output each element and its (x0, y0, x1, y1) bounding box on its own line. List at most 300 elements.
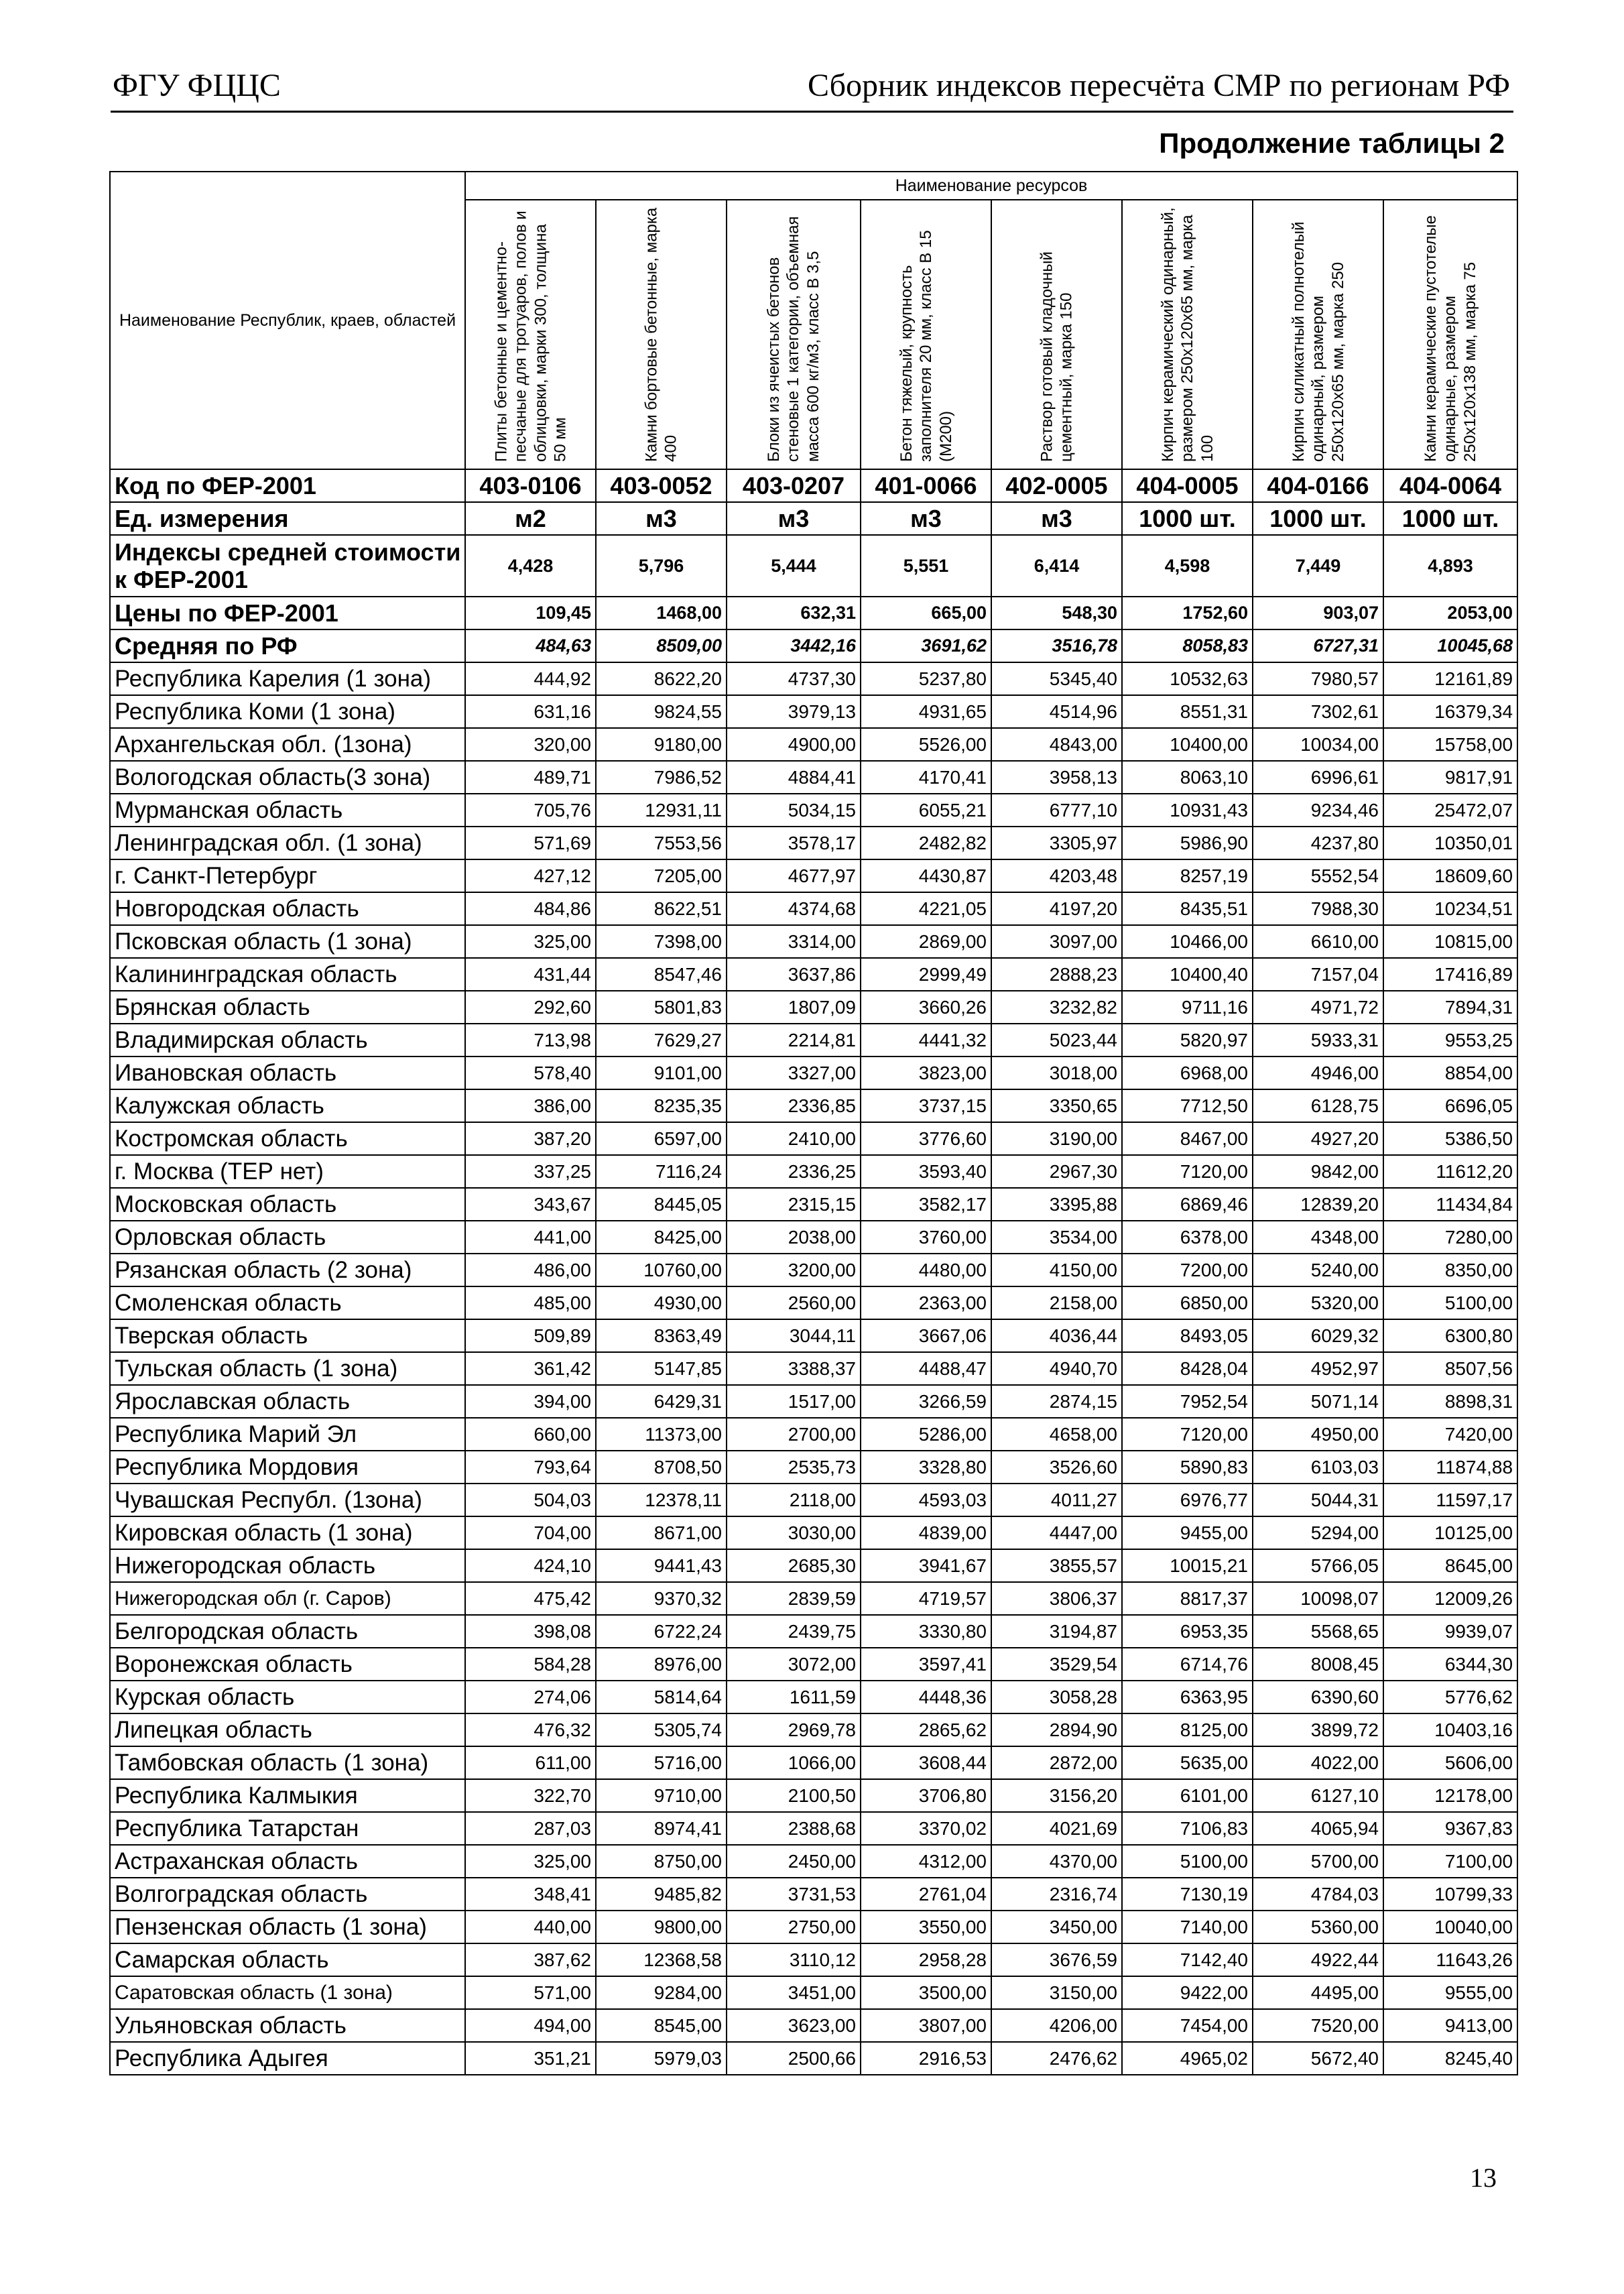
region-name: Московская область (110, 1188, 465, 1221)
price-cell: 7120,00 (1122, 1418, 1253, 1451)
unit-row-value: 1000 шт. (1122, 502, 1253, 535)
unit-row-value: м3 (727, 502, 861, 535)
price-cell: 6722,24 (596, 1615, 727, 1648)
price-cell: 2700,00 (727, 1418, 861, 1451)
price-cell: 3667,06 (861, 1319, 991, 1352)
price-cell: 2916,53 (861, 2042, 991, 2075)
price-cell: 4348,00 (1253, 1221, 1383, 1254)
price-cell: 704,00 (465, 1516, 596, 1549)
price-cell: 8708,50 (596, 1451, 727, 1484)
price-cell: 2999,49 (861, 958, 991, 991)
table-row (110, 1648, 1517, 1681)
price-cell: 7140,00 (1122, 1911, 1253, 1943)
price-cell: 10125,00 (1383, 1516, 1517, 1549)
price-cell: 6103,03 (1253, 1451, 1383, 1484)
price-cell: 6300,80 (1383, 1319, 1517, 1352)
price-cell: 9485,82 (596, 1878, 727, 1911)
table-row (110, 1681, 1517, 1713)
price-cell: 3958,13 (991, 761, 1122, 794)
price-cell: 2865,62 (861, 1713, 991, 1746)
price-cell: 11597,17 (1383, 1484, 1517, 1516)
price-cell: 713,98 (465, 1024, 596, 1057)
resource-header-cell (465, 200, 596, 469)
price-cell: 274,06 (465, 1681, 596, 1713)
price-cell: 7454,00 (1122, 2009, 1253, 2042)
price-cell: 4170,41 (861, 761, 991, 794)
price-cell: 705,76 (465, 794, 596, 827)
region-name: Кировская область (1 зона) (110, 1516, 465, 1549)
table-row (110, 2042, 1517, 2075)
price-cell: 3232,82 (991, 991, 1122, 1024)
resource-name: Камни бортовые бетонные, марка 400 (642, 207, 680, 462)
region-name: Костромская область (110, 1122, 465, 1155)
average-cost-index-row-value: 4,428 (465, 535, 596, 597)
price-cell: 2685,30 (727, 1549, 861, 1582)
fer-code-row-value: 403-0207 (727, 469, 861, 502)
price-cell: 5766,05 (1253, 1549, 1383, 1582)
table-row (110, 1024, 1517, 1057)
table-row (110, 1057, 1517, 1089)
organization-name: ФГУ ФЦЦС (113, 68, 281, 103)
price-cell: 4719,57 (861, 1582, 991, 1615)
price-cell: 8854,00 (1383, 1057, 1517, 1089)
price-cell: 4952,97 (1253, 1352, 1383, 1385)
price-cell: 12368,58 (596, 1943, 727, 1976)
price-cell: 3550,00 (861, 1911, 991, 1943)
price-cell: 5820,97 (1122, 1024, 1253, 1057)
price-cell: 3388,37 (727, 1352, 861, 1385)
price-cell: 5023,44 (991, 1024, 1122, 1057)
price-cell: 8671,00 (596, 1516, 727, 1549)
resource-header-cell (1122, 200, 1253, 469)
price-cell: 9441,43 (596, 1549, 727, 1582)
price-cell: 3451,00 (727, 1976, 861, 2009)
price-cell: 5100,00 (1122, 1845, 1253, 1878)
fer-price-row-label: Цены по ФЕР-2001 (110, 597, 465, 629)
price-cell: 2336,25 (727, 1155, 861, 1188)
price-cell: 571,69 (465, 827, 596, 859)
price-cell: 4370,00 (991, 1845, 1122, 1878)
price-cell: 4900,00 (727, 728, 861, 761)
average-cost-index-row-value: 5,444 (727, 535, 861, 597)
resource-name: Кирпич силикатный полнотелый одинарный, размером 250х120х65 мм, марка 250 (1289, 221, 1347, 462)
price-cell: 3706,80 (861, 1779, 991, 1812)
price-cell: 3190,00 (991, 1122, 1122, 1155)
price-cell: 3593,40 (861, 1155, 991, 1188)
region-name: Псковская область (1 зона) (110, 925, 465, 958)
price-cell: 631,16 (465, 695, 596, 728)
unit-row-value: м3 (991, 502, 1122, 535)
price-cell: 584,28 (465, 1648, 596, 1681)
price-cell: 9553,25 (1383, 1024, 1517, 1057)
price-cell: 8817,37 (1122, 1582, 1253, 1615)
price-cell: 9370,32 (596, 1582, 727, 1615)
price-cell: 8445,05 (596, 1188, 727, 1221)
price-cell: 3855,57 (991, 1549, 1122, 1582)
price-cell: 3072,00 (727, 1648, 861, 1681)
region-name: Республика Мордовия (110, 1451, 465, 1484)
price-cell: 10403,16 (1383, 1713, 1517, 1746)
resource-header-cell (596, 200, 727, 469)
price-cell: 611,00 (465, 1746, 596, 1779)
price-cell: 4022,00 (1253, 1746, 1383, 1779)
price-cell: 6610,00 (1253, 925, 1383, 958)
price-cell: 10350,01 (1383, 827, 1517, 859)
price-cell: 431,44 (465, 958, 596, 991)
price-cell: 4065,94 (1253, 1812, 1383, 1845)
price-cell: 2316,74 (991, 1878, 1122, 1911)
price-cell: 348,41 (465, 1878, 596, 1911)
region-name: Тамбовская область (1 зона) (110, 1746, 465, 1779)
average-cost-index-row (110, 535, 1517, 597)
price-cell: 4480,00 (861, 1254, 991, 1286)
price-cell: 3823,00 (861, 1057, 991, 1089)
region-name: Владимирская область (110, 1024, 465, 1057)
price-cell: 7520,00 (1253, 2009, 1383, 2042)
price-cell: 3314,00 (727, 925, 861, 958)
price-cell: 320,00 (465, 728, 596, 761)
resource-name: Плиты бетонные и цементно-песчаные для тротуаров, полов и облицовки, марки 300, толщина 50 мм (491, 210, 569, 462)
region-name: Саратовская область (1 зона) (110, 1976, 465, 2009)
table-row (110, 1878, 1517, 1911)
fer-code-row-value: 404-0166 (1253, 469, 1383, 502)
price-cell: 8974,41 (596, 1812, 727, 1845)
region-name: Самарская область (110, 1943, 465, 1976)
price-cell: 4447,00 (991, 1516, 1122, 1549)
region-name: Архангельская обл. (1зона) (110, 728, 465, 761)
price-cell: 2476,62 (991, 2042, 1122, 2075)
fer-code-row-value: 404-0005 (1122, 469, 1253, 502)
price-cell: 424,10 (465, 1549, 596, 1582)
fer-code-row (110, 469, 1517, 502)
price-cell: 4930,00 (596, 1286, 727, 1319)
price-cell: 3597,41 (861, 1648, 991, 1681)
price-cell: 10815,00 (1383, 925, 1517, 958)
price-cell: 5606,00 (1383, 1746, 1517, 1779)
price-cell: 7116,24 (596, 1155, 727, 1188)
price-cell: 3030,00 (727, 1516, 861, 1549)
region-name: Чувашская Республ. (1зона) (110, 1484, 465, 1516)
region-name: Республика Адыгея (110, 2042, 465, 2075)
region-name: Нижегородская обл (г. Саров) (110, 1582, 465, 1615)
price-cell: 5237,80 (861, 662, 991, 695)
table-row (110, 1484, 1517, 1516)
region-name: Новгородская область (110, 892, 465, 925)
table-row (110, 991, 1517, 1024)
price-cell: 578,40 (465, 1057, 596, 1089)
russia-average-row-value: 3691,62 (861, 629, 991, 662)
price-cell: 9817,91 (1383, 761, 1517, 794)
price-cell: 3660,26 (861, 991, 991, 1024)
price-cell: 10466,00 (1122, 925, 1253, 958)
price-cell: 337,25 (465, 1155, 596, 1188)
price-cell: 5345,40 (991, 662, 1122, 695)
region-name: Республика Карелия (1 зона) (110, 662, 465, 695)
unit-row-value: м2 (465, 502, 596, 535)
price-cell: 322,70 (465, 1779, 596, 1812)
header-divider (111, 111, 1513, 113)
price-cell: 6597,00 (596, 1122, 727, 1155)
table-row (110, 859, 1517, 892)
resource-name: Бетон тяжелый, крупность заполнителя 20 мм, класс В 15 (М200) (897, 230, 955, 462)
price-cell: 6968,00 (1122, 1057, 1253, 1089)
price-cell: 8898,31 (1383, 1385, 1517, 1418)
price-cell: 3305,97 (991, 827, 1122, 859)
fer-code-row-value: 403-0106 (465, 469, 596, 502)
price-cell: 485,00 (465, 1286, 596, 1319)
price-cell: 10931,43 (1122, 794, 1253, 827)
price-cell: 5986,90 (1122, 827, 1253, 859)
price-cell: 8750,00 (596, 1845, 727, 1878)
price-cell: 2958,28 (861, 1943, 991, 1976)
region-name: Вологодская область(3 зона) (110, 761, 465, 794)
fer-price-row (110, 597, 1517, 629)
price-cell: 7106,83 (1122, 1812, 1253, 1845)
price-cell: 343,67 (465, 1188, 596, 1221)
fer-price-row-value: 548,30 (991, 597, 1122, 629)
price-cell: 5716,00 (596, 1746, 727, 1779)
price-cell: 4197,20 (991, 892, 1122, 925)
price-cell: 4927,20 (1253, 1122, 1383, 1155)
price-cell: 8645,00 (1383, 1549, 1517, 1582)
price-cell: 4441,32 (861, 1024, 991, 1057)
region-name: Республика Коми (1 зона) (110, 695, 465, 728)
price-cell: 4971,72 (1253, 991, 1383, 1024)
price-cell: 5672,40 (1253, 2042, 1383, 2075)
price-cell: 3044,11 (727, 1319, 861, 1352)
fer-price-row-value: 2053,00 (1383, 597, 1517, 629)
price-cell: 8425,00 (596, 1221, 727, 1254)
region-name: Тульская область (1 зона) (110, 1352, 465, 1385)
price-cell: 2315,15 (727, 1188, 861, 1221)
price-cell: 5100,00 (1383, 1286, 1517, 1319)
table-row (110, 1845, 1517, 1878)
resource-header-cell (1383, 200, 1517, 469)
resource-header-cell (1253, 200, 1383, 469)
price-cell: 4843,00 (991, 728, 1122, 761)
price-cell: 3350,65 (991, 1089, 1122, 1122)
price-cell: 6953,35 (1122, 1615, 1253, 1648)
price-cell: 571,00 (465, 1976, 596, 2009)
price-cell: 6055,21 (861, 794, 991, 827)
price-cell: 441,00 (465, 1221, 596, 1254)
price-cell: 4593,03 (861, 1484, 991, 1516)
unit-row-value: м3 (861, 502, 991, 535)
price-cell: 6378,00 (1122, 1221, 1253, 1254)
price-cell: 2535,73 (727, 1451, 861, 1484)
price-cell: 444,92 (465, 662, 596, 695)
price-cell: 12161,89 (1383, 662, 1517, 695)
price-cell: 1611,59 (727, 1681, 861, 1713)
price-cell: 5360,00 (1253, 1911, 1383, 1943)
price-cell: 3328,80 (861, 1451, 991, 1484)
russia-average-row-value: 3442,16 (727, 629, 861, 662)
price-cell: 4206,00 (991, 2009, 1122, 2042)
price-cell: 494,00 (465, 2009, 596, 2042)
price-cell: 7988,30 (1253, 892, 1383, 925)
price-cell: 3776,60 (861, 1122, 991, 1155)
price-cell: 5814,64 (596, 1681, 727, 1713)
price-cell: 4036,44 (991, 1319, 1122, 1352)
price-cell: 2869,00 (861, 925, 991, 958)
price-cell: 4237,80 (1253, 827, 1383, 859)
price-cell: 6101,00 (1122, 1779, 1253, 1812)
price-cell: 17416,89 (1383, 958, 1517, 991)
table-continuation-label: Продолжение таблицы 2 (1159, 127, 1505, 159)
price-cell: 3526,60 (991, 1451, 1122, 1484)
price-cell: 7200,00 (1122, 1254, 1253, 1286)
price-cell: 5147,85 (596, 1352, 727, 1385)
region-name: Липецкая область (110, 1713, 465, 1746)
fer-price-row-value: 1752,60 (1122, 597, 1253, 629)
price-cell: 6869,46 (1122, 1188, 1253, 1221)
price-cell: 5801,83 (596, 991, 727, 1024)
price-cell: 3058,28 (991, 1681, 1122, 1713)
price-cell: 7629,27 (596, 1024, 727, 1057)
price-cell: 2874,15 (991, 1385, 1122, 1418)
price-cell: 7157,04 (1253, 958, 1383, 991)
price-cell: 7986,52 (596, 761, 727, 794)
price-cell: 7420,00 (1383, 1418, 1517, 1451)
price-cell: 9234,46 (1253, 794, 1383, 827)
price-cell: 18609,60 (1383, 859, 1517, 892)
table-row (110, 1943, 1517, 1976)
price-cell: 6777,10 (991, 794, 1122, 827)
page-number: 13 (1470, 2163, 1497, 2193)
price-cell: 2500,66 (727, 2042, 861, 2075)
average-cost-index-row-value: 5,796 (596, 535, 727, 597)
price-cell: 6976,77 (1122, 1484, 1253, 1516)
price-cell: 11434,84 (1383, 1188, 1517, 1221)
price-cell: 3637,86 (727, 958, 861, 991)
fer-code-row-label: Код по ФЕР-2001 (110, 469, 465, 502)
region-name: Волгоградская область (110, 1878, 465, 1911)
price-cell: 4658,00 (991, 1418, 1122, 1451)
fer-price-row-value: 665,00 (861, 597, 991, 629)
price-cell: 7302,61 (1253, 695, 1383, 728)
table-row (110, 1221, 1517, 1254)
resource-header-cell (991, 200, 1122, 469)
price-cell: 6429,31 (596, 1385, 727, 1418)
price-cell: 2336,85 (727, 1089, 861, 1122)
price-cell: 8976,00 (596, 1648, 727, 1681)
russia-average-row (110, 629, 1517, 662)
price-cell: 7120,00 (1122, 1155, 1253, 1188)
price-cell: 1807,09 (727, 991, 861, 1024)
price-cell: 10400,40 (1122, 958, 1253, 991)
price-cell: 10400,00 (1122, 728, 1253, 761)
resource-header-cell (861, 200, 991, 469)
table-row (110, 925, 1517, 958)
price-cell: 3676,59 (991, 1943, 1122, 1976)
resource-name: Кирпич керамический одинарный, размером 250х120х65 мм, марка 100 (1158, 207, 1216, 462)
price-cell: 5776,62 (1383, 1681, 1517, 1713)
price-cell: 5933,31 (1253, 1024, 1383, 1057)
price-cell: 10234,51 (1383, 892, 1517, 925)
price-cell: 3110,12 (727, 1943, 861, 1976)
region-name: Республика Татарстан (110, 1812, 465, 1845)
price-cell: 2888,23 (991, 958, 1122, 991)
price-cell: 10034,00 (1253, 728, 1383, 761)
price-cell: 7142,40 (1122, 1943, 1253, 1976)
price-cell: 387,62 (465, 1943, 596, 1976)
price-cell: 4021,69 (991, 1812, 1122, 1845)
price-cell: 3807,00 (861, 2009, 991, 2042)
price-cell: 8125,00 (1122, 1713, 1253, 1746)
region-name: Рязанская область (2 зона) (110, 1254, 465, 1286)
price-cell: 4922,44 (1253, 1943, 1383, 1976)
price-cell: 1517,00 (727, 1385, 861, 1418)
fer-price-row-value: 1468,00 (596, 597, 727, 629)
table-row (110, 1549, 1517, 1582)
price-cell: 3266,59 (861, 1385, 991, 1418)
region-name: Орловская область (110, 1221, 465, 1254)
price-cell: 5320,00 (1253, 1286, 1383, 1319)
price-cell: 3806,37 (991, 1582, 1122, 1615)
price-cell: 387,20 (465, 1122, 596, 1155)
unit-row (110, 502, 1517, 535)
price-cell: 4884,41 (727, 761, 861, 794)
price-cell: 15758,00 (1383, 728, 1517, 761)
fer-code-row-value: 404-0064 (1383, 469, 1517, 502)
price-cell: 5979,03 (596, 2042, 727, 2075)
price-cell: 12931,11 (596, 794, 727, 827)
price-cell: 6344,30 (1383, 1648, 1517, 1681)
price-cell: 7398,00 (596, 925, 727, 958)
region-name: Республика Марий Эл (110, 1418, 465, 1451)
price-cell: 4946,00 (1253, 1057, 1383, 1089)
price-cell: 440,00 (465, 1911, 596, 1943)
russia-average-row-value: 6727,31 (1253, 629, 1383, 662)
price-cell: 5552,54 (1253, 859, 1383, 892)
price-cell: 2839,59 (727, 1582, 861, 1615)
russia-average-row-value: 8509,00 (596, 629, 727, 662)
price-cell: 3097,00 (991, 925, 1122, 958)
price-cell: 5890,83 (1122, 1451, 1253, 1484)
price-cell: 6029,32 (1253, 1319, 1383, 1352)
price-cell: 292,60 (465, 991, 596, 1024)
price-cell: 7980,57 (1253, 662, 1383, 695)
price-cell: 4221,05 (861, 892, 991, 925)
table-row (110, 1122, 1517, 1155)
unit-row-value: 1000 шт. (1383, 502, 1517, 535)
price-cell: 4488,47 (861, 1352, 991, 1385)
price-cell: 7100,00 (1383, 1845, 1517, 1878)
price-cell: 9101,00 (596, 1057, 727, 1089)
price-cell: 7952,54 (1122, 1385, 1253, 1418)
price-cell: 5034,15 (727, 794, 861, 827)
price-cell: 2894,90 (991, 1713, 1122, 1746)
table-row (110, 1418, 1517, 1451)
price-cell: 25472,07 (1383, 794, 1517, 827)
price-cell: 3608,44 (861, 1746, 991, 1779)
price-cell: 4950,00 (1253, 1418, 1383, 1451)
price-cell: 2100,50 (727, 1779, 861, 1812)
price-cell: 4677,97 (727, 859, 861, 892)
price-cell: 476,32 (465, 1713, 596, 1746)
price-cell: 4495,00 (1253, 1976, 1383, 2009)
price-cell: 5240,00 (1253, 1254, 1383, 1286)
price-cell: 351,21 (465, 2042, 596, 2075)
price-cell: 3760,00 (861, 1221, 991, 1254)
price-cell: 8008,45 (1253, 1648, 1383, 1681)
price-cell: 6996,61 (1253, 761, 1383, 794)
average-cost-index-row-value: 4,598 (1122, 535, 1253, 597)
price-cell: 11373,00 (596, 1418, 727, 1451)
price-cell: 489,71 (465, 761, 596, 794)
table-row (110, 1812, 1517, 1845)
price-cell: 2388,68 (727, 1812, 861, 1845)
